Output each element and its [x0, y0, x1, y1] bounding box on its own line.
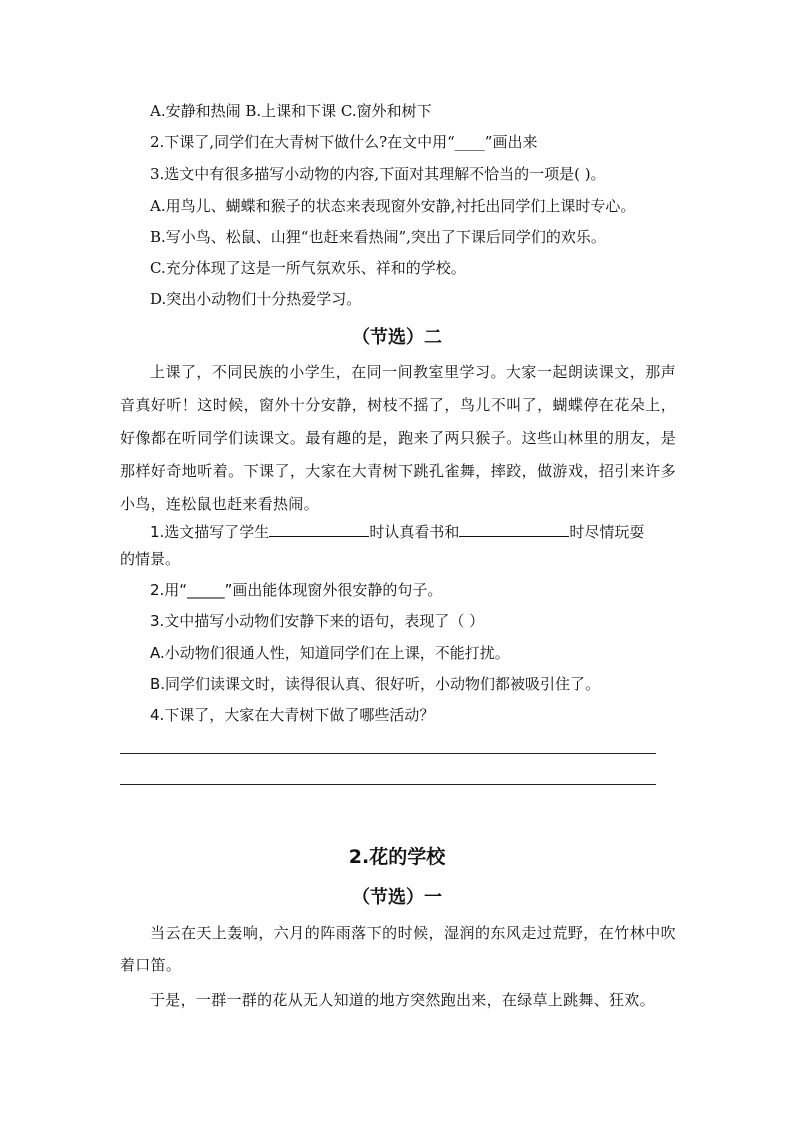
question-3: 3.选文中有很多描写小动物的内容,下面对其理解不恰当的一项是( )。: [150, 165, 606, 183]
answer-blank-1[interactable]: [269, 522, 369, 537]
s2-option-b: B.同学们读课文时，读得很认真、很好听，小动物们都被吸引住了。: [150, 675, 601, 693]
option-b: B.写小鸟、松鼠、山狸“也赶来看热闹”,突出了下课后同学们的欢乐。: [150, 228, 606, 246]
q1-text-part2: 时认真看书和: [369, 523, 460, 541]
lesson-title: 2.花的学校: [348, 846, 446, 868]
answer-line-2[interactable]: [120, 784, 656, 785]
options-line: A.安静和热闹 B.上课和下课 C.窗外和树下: [150, 102, 432, 120]
option-c: C.充分体现了这是一所气氛欢乐、祥和的学校。: [150, 259, 466, 277]
question-2: 2.下课了,同学们在大青树下做什么?在文中用“____”画出来: [150, 133, 538, 151]
s2-option-a: A.小动物们很通人性，知道同学们在上课，不能打扰。: [150, 644, 510, 662]
option-a: A.用鸟儿、蝴蝶和猴子的状态来表现窗外安静,衬托出同学们上课时专心。: [150, 197, 636, 215]
q1-text-part3: 时尽情玩耍: [569, 523, 645, 541]
s2-question-2: 2.用“_____”画出能体现窗外很安静的句子。: [150, 581, 443, 599]
excerpt-1-heading: （节选）一: [352, 887, 442, 908]
excerpt-1-para-1: 当云在天上轰响，六月的阵雨落下的时候，湿润的东风走过荒野，在竹林中吹着口笛。: [120, 924, 676, 974]
s2-question-1: [150, 522, 644, 542]
excerpt-2-heading: （节选）二: [352, 327, 442, 348]
answer-line-1[interactable]: [120, 753, 656, 754]
s2-question-3: 3.文中描写小动物们安静下来的语句，表现了（ ）: [150, 612, 485, 630]
q1-text-part1: 1.选文描写了学生: [150, 523, 270, 541]
excerpt-2-passage: 上课了，不同民族的小学生，在同一间教室里学习。大家一起朗读课文，那声音真好听！这时候，窗外十分安静，树枝不摇了，鸟儿不叫了，蝴蝶停在花朵上，好像都在听同学们读课文。最有趣的是，跑来了两只猴子。这些山林里的朋友，是那样好奇地听着。下课了，大家在大青树下跳孔雀舞，摔跤，做游戏，招引来许多小鸟，连松鼠也赶来看热闹。: [120, 363, 676, 513]
option-d: D.突出小动物们十分热爱学习。: [150, 290, 362, 308]
excerpt-1-para-2: 于是，一群一群的花从无人知道的地方突然跑出来，在绿草上跳舞、狂欢。: [150, 991, 655, 1009]
s2-question-1-cont: 的情景。: [120, 550, 181, 568]
s2-question-4: 4.下课了，大家在大青树下做了哪些活动？: [150, 706, 435, 724]
answer-blank-2[interactable]: [459, 522, 569, 537]
